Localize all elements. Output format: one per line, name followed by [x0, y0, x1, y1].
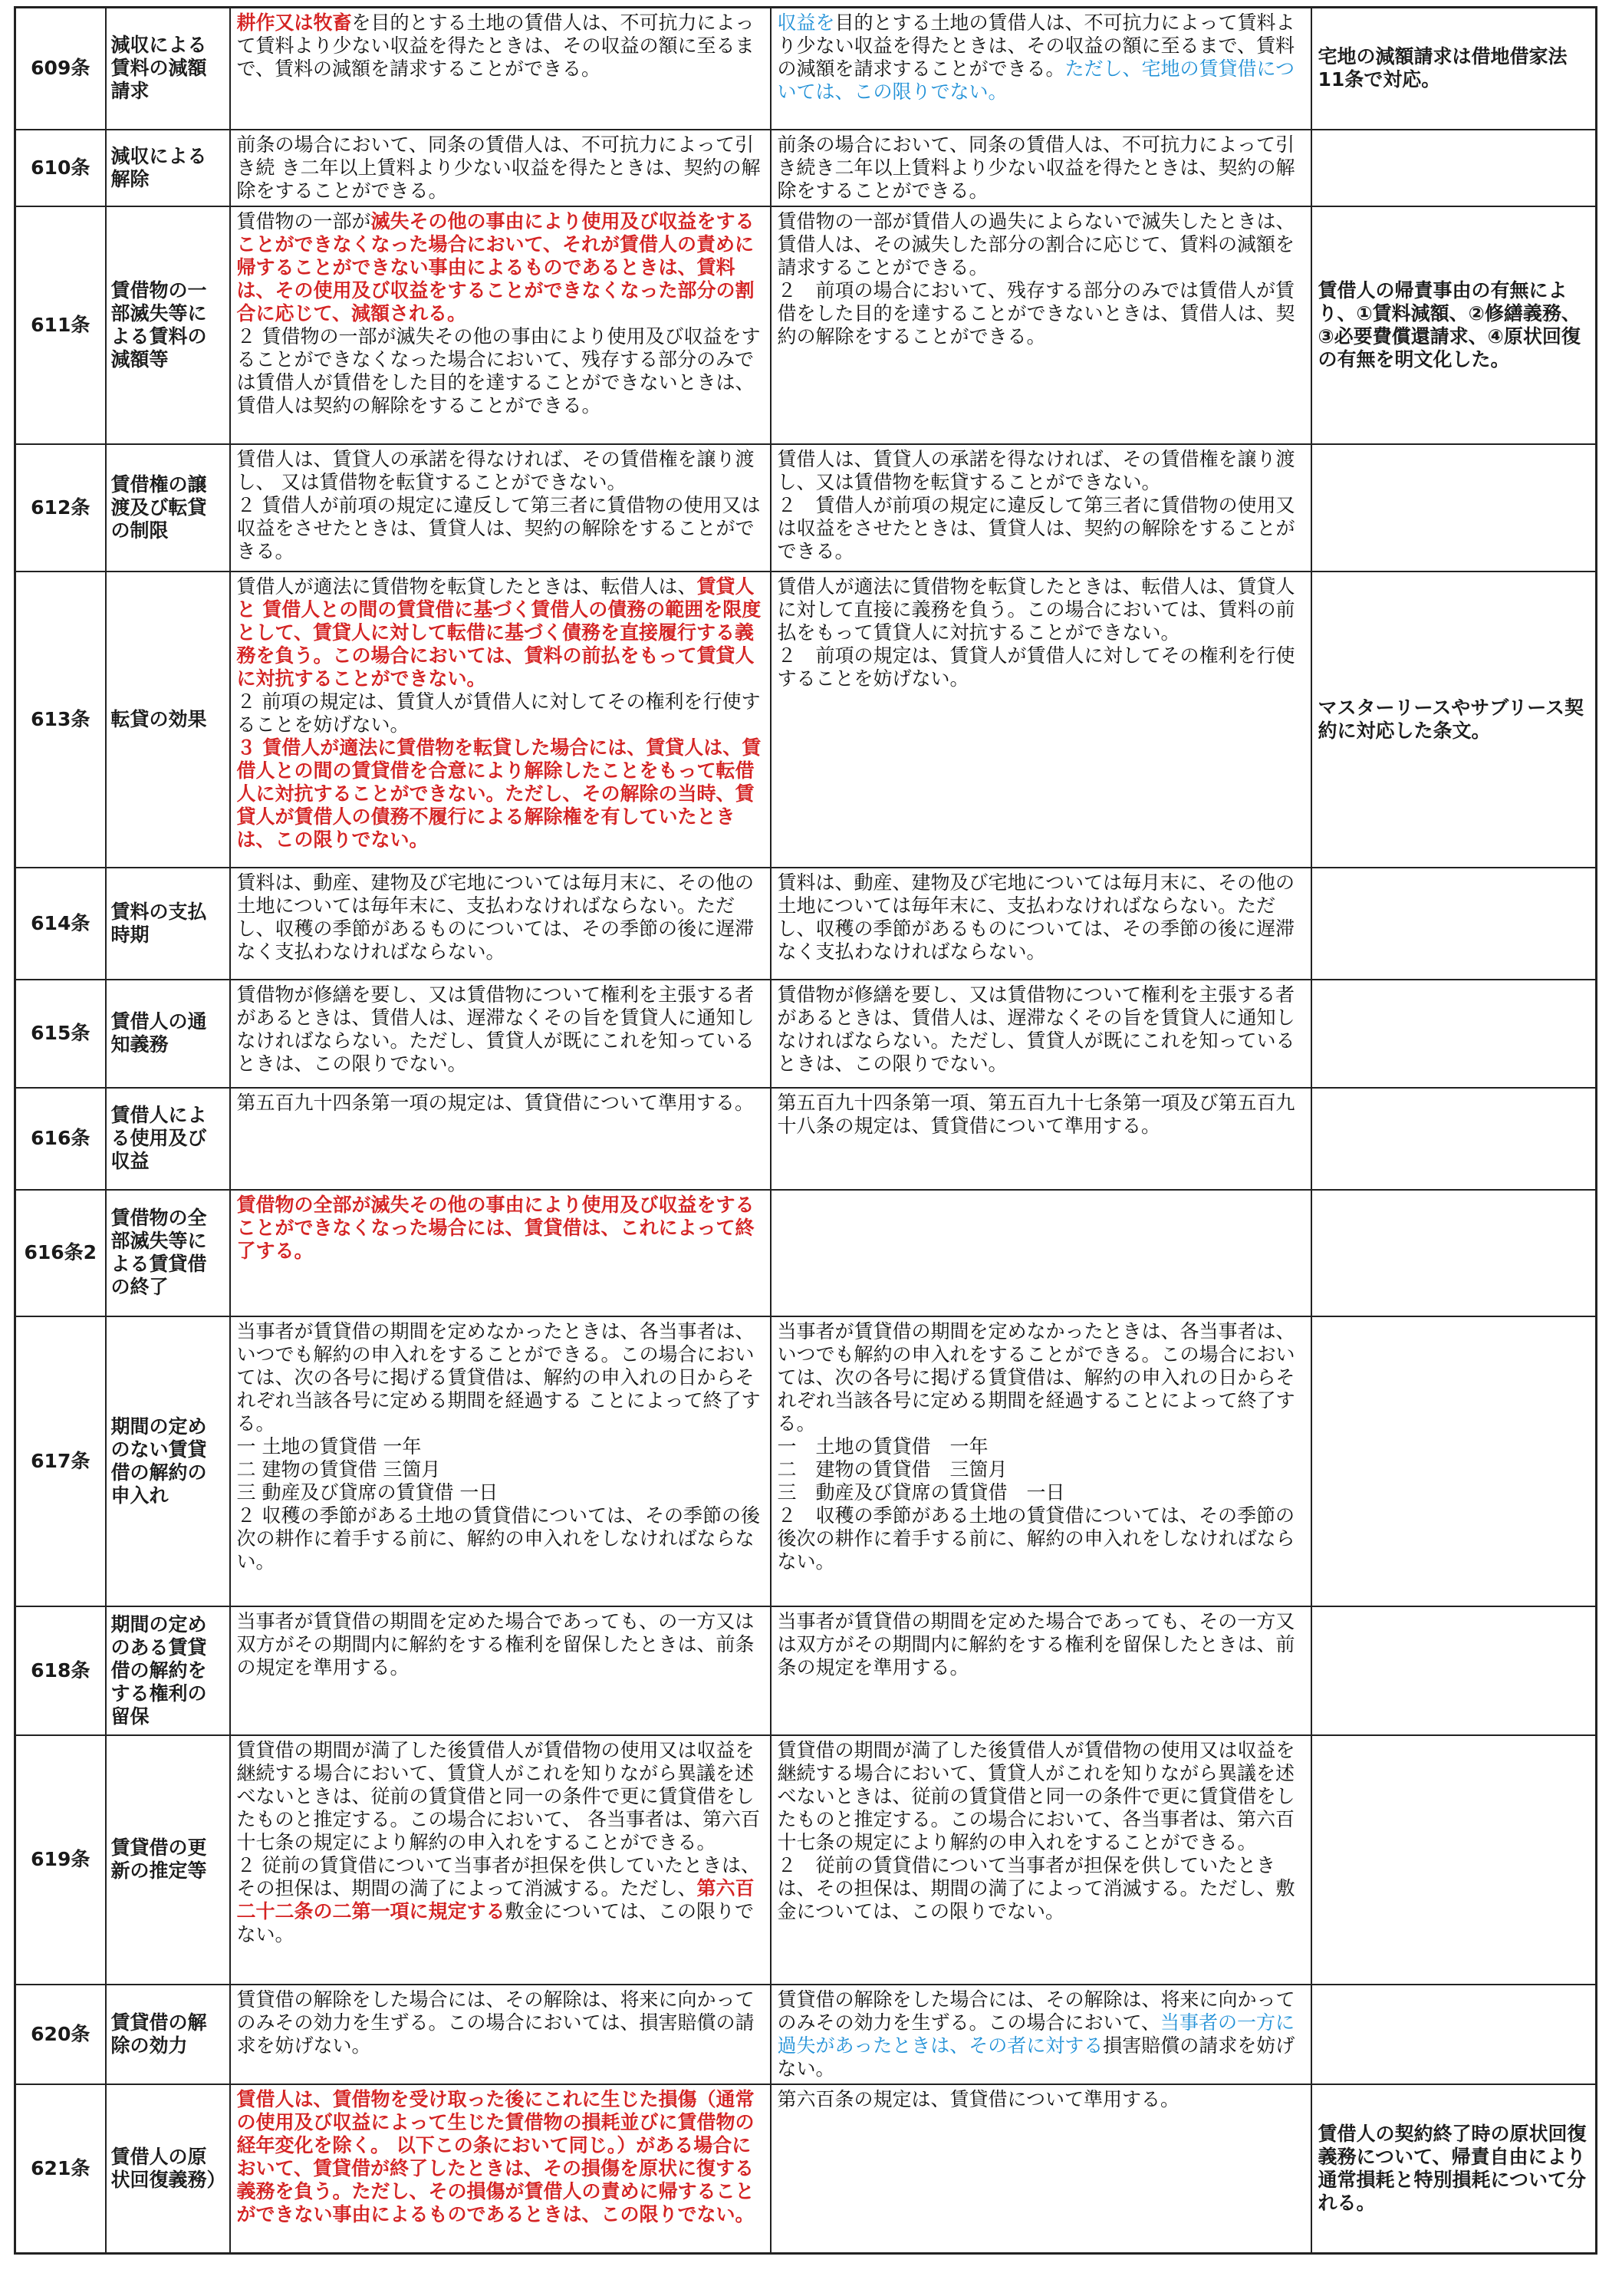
table-row: [15, 1190, 1597, 1316]
table-row: [15, 868, 1597, 980]
note-cell: [1311, 868, 1597, 980]
table-row: [15, 1735, 1597, 1985]
former-text-segment: 第六百条の規定は、賃貸借について準用する。: [777, 2087, 1180, 2110]
table-row: [15, 1985, 1597, 2084]
revised-text-cell: [230, 1190, 771, 1316]
article-number: 617条: [15, 1316, 106, 1606]
table-row: [15, 2084, 1597, 2254]
former-text-segment: ２ 賃借人が前項の規定に違反して第三者に賃借物の使用又は収益をさせたときは、賃貸人は、契約の解除をすることができる。: [777, 493, 1295, 562]
article-number: 616条: [15, 1088, 106, 1190]
note-cell: [1311, 1985, 1597, 2084]
revised-text-segment: 第五百九十四条第一項の規定は、賃貸借について準用する。: [236, 1091, 755, 1114]
revised-text-segment: 耕作又は牧畜: [236, 12, 352, 34]
former-text-segment: 二 建物の賃貸借 三箇月: [777, 1458, 1008, 1481]
table-row: [15, 206, 1597, 444]
former-text-segment: 賃貸借の解除をした場合には、その解除は、将来に向かってのみその効力を生ずる。この場合において、: [777, 1988, 1295, 2034]
former-text-cell: [771, 1190, 1311, 1316]
former-text-cell: [771, 1088, 1311, 1190]
former-text-segment: ２ 前項の場合において、残存する部分のみでは賃借人が賃借をした目的を達することができないときは、賃借人は、契約の解除をすることができる。: [777, 278, 1295, 348]
article-title: 賃借人の通知義務: [106, 980, 230, 1088]
revised-text-segment: 賃貸人と 賃借人との間の賃貸借に基づく賃借人の債務の範囲を限度として、賃貸人に対して転借に基づく債務を直接履行する義務を負う。この場合においては、賃料の前払をもって賃貸人に対抗することができない。: [236, 575, 762, 690]
revised-text-cell: [230, 1606, 771, 1735]
article-number: 614条: [15, 868, 106, 980]
note-cell: [1311, 1316, 1597, 1606]
former-text-segment: 当事者の一方に過失があったときは、その者に対する: [777, 2011, 1295, 2057]
note-cell: [1311, 1190, 1597, 1316]
former-text-segment: 賃借人は、賃貸人の承諾を得なければ、その賃借権を譲り渡し、又は賃借物を転貸することができない。: [777, 447, 1295, 493]
revised-text-segment: 二 建物の賃貸借 三箇月: [236, 1458, 441, 1481]
former-text-cell: [771, 444, 1311, 572]
revised-text-cell: [230, 444, 771, 572]
revised-text-segment: ２ 従前の賃貸借について当事者が担保を供していたときは、その担保は、期間の満了によって消滅する。ただし、: [236, 1853, 760, 1899]
former-text-segment: 賃貸借の期間が満了した後賃借人が賃借物の使用又は収益を継続する場合において、賃貸人がこれを知りながら異議を述べないときは、従前の賃貸借と同一の条件で更に賃貸借をしたものと推定する。この場合において、各当事者は、第六百十七条の規定により解約の申入れをすることができる。: [777, 1738, 1295, 1853]
former-text-cell: [771, 2084, 1311, 2254]
article-title: 期間の定めのない賃貸借の解約の申入れ: [106, 1316, 230, 1606]
article-title: 期間の定めのある賃貸借の解約をする権利の留保: [106, 1606, 230, 1735]
former-text-cell: [771, 572, 1311, 868]
article-title: 賃貸借の解除の効力: [106, 1985, 230, 2084]
revised-text-segment: 賃借物の全部が滅失その他の事由により使用及び収益をすることができなくなった場合には、賃貸借は、これによって終了する。: [236, 1193, 755, 1262]
former-text-segment: 三 動産及び貸席の賃貸借 一日: [777, 1481, 1065, 1504]
revised-text-cell: [230, 8, 771, 130]
article-number: 621条: [15, 2084, 106, 2254]
revised-text-cell: [230, 2084, 771, 2254]
article-number: 619条: [15, 1735, 106, 1985]
note-cell: [1311, 1606, 1597, 1735]
revised-text-segment: ２ 収穫の季節がある土地の賃貸借については、その季節の後次の耕作に着手する前に、解約の申入れをしなければならない。: [236, 1504, 760, 1573]
revised-text-cell: [230, 206, 771, 444]
revised-text-segment: 賃借人が適法に賃借物を転貸したときは、転借人は、: [236, 575, 697, 598]
former-text-segment: 第五百九十四条第一項、第五百九十七条第一項及び第五百九十八条の規定は、賃貸借について準用する。: [777, 1091, 1295, 1137]
former-text-segment: 損害賠償の請求を妨げない。: [777, 2034, 1295, 2080]
former-text-cell: [771, 1606, 1311, 1735]
revised-text-cell: [230, 1088, 771, 1190]
former-text-cell: [771, 206, 1311, 444]
note-cell: [1311, 1088, 1597, 1190]
revised-text-segment: 賃料は、動産、建物及び宅地については毎月末に、その他の土地については毎年末に、支払わなければならない。ただし、収穫の季節があるものについては、その季節の後に遅滞なく支払わなければならない。: [236, 871, 755, 963]
former-text-cell: [771, 130, 1311, 206]
former-text-segment: 当事者が賃貸借の期間を定めた場合であっても、その一方又は双方がその期間内に解約をする権利を留保したときは、前条の規定を準用する。: [777, 1609, 1295, 1678]
revised-text-segment: 賃借物の一部が: [236, 209, 371, 232]
revised-text-segment: ２ 賃借人が前項の規定に違反して第三者に賃借物の使用又は収益をさせたときは、賃貸人は、契約の解除をすることができる。: [236, 493, 761, 562]
article-title: 賃借人の原状回復義務）: [106, 2084, 230, 2254]
former-text-cell: [771, 980, 1311, 1088]
article-title: 賃借物の一部滅失等による賃料の減額等: [106, 206, 230, 444]
article-title: 賃借人による使用及び収益: [106, 1088, 230, 1190]
revised-text-segment: 三 動産及び貸席の賃貸借 一日: [236, 1481, 498, 1504]
revised-text-segment: を目的とする土地の賃借人は、不可抗力によって賃料より少ない収益を得たときは、その収益の額に至るまで、賃料の減額を請求することができる。: [236, 12, 755, 80]
former-text-cell: [771, 1316, 1311, 1606]
revised-text-segment: 当事者が賃貸借の期間を定めた場合であっても、の一方又は 双方がその期間内に解約をする権利を留保したときは、前条の規定を準用する。: [236, 1609, 755, 1678]
article-title: 賃料の支払時期: [106, 868, 230, 980]
article-title: 賃貸借の更新の推定等: [106, 1735, 230, 1985]
former-text-segment: 当事者が賃貸借の期間を定めなかったときは、各当事者は、いつでも解約の申入れをすることができる。この場合においては、次の各号に掲げる賃貸借は、解約の申入れの日からそれぞれ当該各号に定める期間を経過することによって終了する。: [777, 1319, 1295, 1435]
revised-text-segment: 賃貸借の期間が満了した後賃借人が賃借物の使用又は収益を継続する場合において、賃貸人がこれを知りながら異議を述べないときは、従前の賃貸借と同一の条件で更に賃貸借をしたものと推定する。この場合において、 各当事者は、第六百十七条の規定により解約の申入れをすることができる。: [236, 1738, 760, 1853]
note-cell: 賃借人の契約終了時の原状回復義務について、帰責自由により通常損耗と特別損耗について分れる。: [1311, 2084, 1597, 2254]
table-row: [15, 980, 1597, 1088]
revised-text-segment: 賃貸借の解除をした場合には、その解除は、将来に向かってのみその効力を生ずる。この場合においては、損害賠償の請求を妨げない。: [236, 1988, 755, 2057]
article-title: 賃借権の譲渡及び転貸の制限: [106, 444, 230, 572]
revised-text-cell: [230, 868, 771, 980]
article-title: 減収による解除: [106, 130, 230, 206]
revised-text-cell: [230, 1985, 771, 2084]
former-text-cell: [771, 1735, 1311, 1985]
comparison-table: [14, 6, 1597, 2255]
article-title: 賃借物の全部滅失等による賃貸借の終了: [106, 1190, 230, 1316]
table-row: [15, 1088, 1597, 1190]
former-text-cell: [771, 868, 1311, 980]
table-row: [15, 444, 1597, 572]
note-cell: [1311, 1735, 1597, 1985]
former-text-segment: 目的とする土地の賃借人は、不可抗力によって賃料より少ない収益を得たときは、その収益の額に至るまで、賃料の減額を請求することができる。: [777, 12, 1295, 80]
note-cell: [1311, 444, 1597, 572]
revised-text-segment: 前条の場合において、同条の賃借人は、不可抗力によって引き続 き二年以上賃料より少ない収益を得たときは、契約の解除をすることができる。: [236, 133, 761, 202]
revised-text-cell: [230, 572, 771, 868]
article-number: 610条: [15, 130, 106, 206]
note-cell: 宅地の減額請求は借地借家法11条で対応。: [1311, 8, 1597, 130]
revised-text-cell: [230, 980, 771, 1088]
table-row: [15, 1316, 1597, 1606]
former-text-segment: 一 土地の賃貸借 一年: [777, 1435, 989, 1458]
revised-text-cell: [230, 1735, 771, 1985]
table-row: [15, 130, 1597, 206]
revised-text-segment: ３ 賃借人が適法に賃借物を転貸した場合には、賃貸人は、賃借人との間の賃貸借を合意により解除したことをもって転借人に対抗することができない。ただし、その解除の当時、賃貸人が賃借人の債務不履行による解除権を有していたときは、この限りでない。: [236, 736, 762, 851]
former-text-segment: 賃借物が修繕を要し、又は賃借物について権利を主張する者があるときは、賃借人は、遅滞なくその旨を賃貸人に通知しなければならない。ただし、賃貸人が既にこれを知っているときは、この限りでない。: [777, 983, 1295, 1075]
article-number: 615条: [15, 980, 106, 1088]
former-text-segment: 賃料は、動産、建物及び宅地については毎月末に、その他の土地については毎年末に、支払わなければならない。ただし、収穫の季節があるものについては、その季節の後に遅滞なく支払わなければならない。: [777, 871, 1295, 963]
revised-text-segment: ２ 前項の規定は、賃貸人が賃借人に対してその権利を行使することを妨げない。: [236, 690, 761, 736]
note-cell: [1311, 130, 1597, 206]
revised-text-segment: 第六百二十二条の二第一項に規定する: [236, 1876, 755, 1922]
former-text-cell: [771, 1985, 1311, 2084]
revised-text-segment: 当事者が賃貸借の期間を定めなかったときは、各当事者は、いつでも解約の申入れをすることができる。この場合においては、次の各号に掲げる賃貸借は、解約の申入れの日からそれぞれ当該各号に定める期間を経過する ことによって終了する。: [236, 1319, 761, 1435]
article-number: 611条: [15, 206, 106, 444]
former-text-segment: 賃借人が適法に賃借物を転貸したときは、転借人は、賃貸人に対して直接に義務を負う。この場合においては、賃料の前払をもって賃貸人に対抗することができない。: [777, 575, 1295, 644]
revised-text-cell: [230, 130, 771, 206]
article-number: 613条: [15, 572, 106, 868]
former-text-segment: ２ 従前の賃貸借について当事者が担保を供していたときは、その担保は、期間の満了によって消滅する。ただし、敷金については、この限りでない。: [777, 1853, 1295, 1922]
former-text-segment: 賃借物の一部が賃借人の過失によらないで滅失したときは、賃借人は、その滅失した部分の割合に応じて、賃料の減額を請求することができる。: [777, 209, 1295, 278]
revised-text-segment: 賃借物が修繕を要し、又は賃借物について権利を主張する者があるときは、賃借人は、遅滞なくその旨を賃貸人に通知しなければならない。ただし、賃貸人が既にこれを知っているときは、この限りでない。: [236, 983, 755, 1075]
article-number: 618条: [15, 1606, 106, 1735]
article-number: 612条: [15, 444, 106, 572]
former-text-segment: ただし、宅地の賃貸借については、この限りでない。: [777, 58, 1295, 103]
former-text-cell: [771, 8, 1311, 130]
revised-text-cell: [230, 1316, 771, 1606]
article-title: 減収による賃料の減額請求: [106, 8, 230, 130]
revised-text-segment: 賃借人は、賃貸人の承諾を得なければ、その賃借権を譲り渡し、 又は賃借物を転貸することができない。: [236, 447, 755, 493]
table-row: [15, 8, 1597, 130]
article-title: 転貸の効果: [106, 572, 230, 868]
revised-text-segment: 賃借人は、賃借物を受け取った後にこれに生じた損傷（通常の使用及び収益によって生じた賃借物の損耗並びに賃借物の経年変化を除く。 以下この条において同じ。）がある場合において、賃貸借が終了したときは、その損傷を原状に復する義務を負う。ただし、その損傷が賃借人の責めに帰することができない事由によるものであるときは、この限りでない。: [236, 2087, 755, 2225]
note-cell: マスターリースやサブリース契約に対応した条文。: [1311, 572, 1597, 868]
former-text-segment: 収益を: [777, 12, 835, 34]
article-number: 609条: [15, 8, 106, 130]
note-cell: [1311, 980, 1597, 1088]
former-text-segment: ２ 収穫の季節がある土地の賃貸借については、その季節の後次の耕作に着手する前に、解約の申入れをしなければならない。: [777, 1504, 1295, 1573]
former-text-segment: ２ 前項の規定は、賃貸人が賃借人に対してその権利を行使することを妨げない。: [777, 644, 1295, 690]
revised-text-segment: 滅失その他の事由により使用及び収益をすることができなくなった場合において、それが賃借人の責めに帰することができない事由によるものであるときは、賃料は、その使用及び収益をすることができなくなった部分の割合に応じて、減額される。: [236, 209, 755, 324]
table-row: [15, 1606, 1597, 1735]
revised-text-segment: ２ 賃借物の一部が滅失その他の事由により使用及び収益をすることができなくなった場合において、残存する部分のみでは賃借人が賃借をした目的を達することができないときは、賃借人は契約の解除をすることができる。: [236, 324, 761, 417]
former-text-segment: 前条の場合において、同条の賃借人は、不可抗力によって引き続き二年以上賃料より少ない収益を得たときは、契約の解除をすることができる。: [777, 133, 1295, 202]
note-cell: 賃借人の帰責事由の有無により、①賃料減額、②修繕義務、③必要費償還請求、④原状回復の有無を明文化した。: [1311, 206, 1597, 444]
revised-text-segment: 一 土地の賃貸借 一年: [236, 1435, 422, 1458]
table-row: [15, 572, 1597, 868]
article-number: 616条2: [15, 1190, 106, 1316]
article-number: 620条: [15, 1985, 106, 2084]
revised-text-segment: 敷金については、この限りでない。: [236, 1899, 755, 1945]
